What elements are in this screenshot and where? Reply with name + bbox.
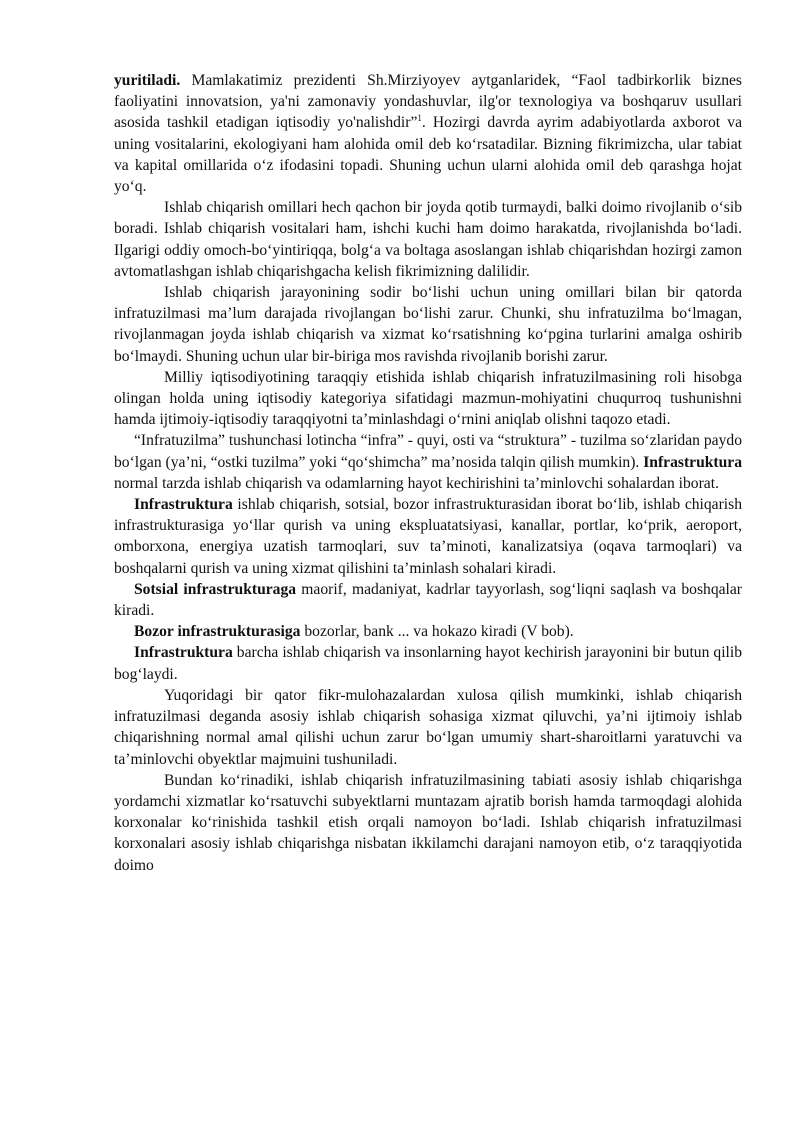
paragraph-3: [114, 282, 742, 367]
paragraph-5: [114, 430, 742, 494]
paragraph-text: “Infratuzilma” tushunchasi lotincha “infra” - quyi, osti va “struktura” - tuzilma so‘zlaridan paydo bo‘lgan (ya’ni, “ostki tuzilma” yoki “qo‘shimcha” ma’nosida talqin qilish mumkin).: [114, 432, 742, 471]
footnote-ref[interactable]: 1: [417, 113, 422, 124]
paragraph-text: Milliy iqtisodiyotining taraqqiy etishida ishlab chiqarish infratuzilmasining roli hisobga olingan holda uning iqtisodiy kategoriya sifatidagi mazmun-mohiyatini chuqurroq tushunishni hamda ijtimoiy-iqtisodiy taraqqiyotni ta’minlashdagi o‘rnini aniqlab olishni taqozo etadi.: [114, 368, 742, 429]
paragraph-6: [114, 494, 742, 579]
paragraph-2: [114, 197, 742, 282]
paragraph-9: [114, 642, 742, 684]
lead-bold: Infrastruktura: [134, 644, 233, 662]
lead-bold: Bozor infrastrukturasiga: [134, 623, 301, 641]
paragraph-text: bozorlar, bank ... va hokazo kiradi (V bob).: [300, 623, 574, 641]
lead-bold: Infrastruktura: [134, 496, 233, 514]
lead-bold: Sotsial infrastrukturaga: [134, 580, 297, 598]
paragraph-4: [114, 367, 742, 431]
paragraph-1: [114, 70, 742, 197]
paragraph-text: Mamlakatimiz prezidenti Sh.Mirziyoyev aytganlaridek, “Faol tadbirkorlik biznes faoliyatini innovatsion, ya'ni zamonaviy yondashuvlar, ilg'or texnologiya va boshqaruv usullari asosida tashkil etadigan iqtisodiy yo'nalishdir”: [114, 72, 742, 132]
paragraph-text: Bundan ko‘rinadiki, ishlab chiqarish infratuzilmasining tabiati asosiy ishlab chiqarishga yordamchi xizmatlar ko‘rsatuvchi subyektlarni muntazam ajratib borish hamda tarmoqdagi alohida korxonalar ko‘rinishida tashkil etish orqali namoyon bo‘ladi. Ishlab chiqarish infratuzilmasi korxonalari asosiy ishlab chiqarishga nisbatan ikkilamchi darajani namoyon etib, o‘z taraqqiyotida doimo: [114, 771, 742, 874]
paragraph-text: Ishlab chiqarish jarayonining sodir bo‘lishi uchun uning omillari bilan bir qatorda infratuzilmasi ma’lum darajada rivojlangan bo‘lishi zarur. Chunki, shu infratuzilma bo‘lmagan, rivojlanmagan joyda ishlab chiqarish va xizmat ko‘rsatishning ko‘pgina turlarini amalga oshirib bo‘lmaydi. Shuning uchun ular bir-biriga mos ravishda rivojlanib borishi zarur.: [114, 284, 742, 365]
paragraph-8: [114, 621, 742, 642]
paragraph-text: barcha ishlab chiqarish va insonlarning hayot kechirish jarayonini bir butun qilib bog‘laydi.: [114, 644, 742, 683]
paragraph-text: Yuqoridagi bir qator fikr-mulohazalardan xulosa qilish mumkinki, ishlab chiqarish infratuzilmasi deganda asosiy ishlab chiqarish sohasiga xizmat qiluvchi, ya’ni ijtimoiy ishlab chiqarishning normal amal qilishi uchun zarur bo‘lgan umumiy shart-sharoitlarni yaratuvchi va ta’minlovchi obyektlar majmuini tushuniladi.: [114, 686, 742, 768]
term-bold: Infrastruktura: [643, 453, 742, 471]
paragraph-10: [114, 685, 742, 770]
paragraph-text-tail: normal tarzda ishlab chiqarish va odamlarning hayot kechirishini ta’minlovchi sohalardan iborat.: [114, 474, 719, 492]
paragraph-text: Ishlab chiqarish omillari hech qachon bir joyda qotib turmaydi, balki doimo rivojlanib o‘sib boradi. Ishlab chiqarish vositalari ham, ishchi kuchi ham doimo harakatda, rivojlanishda bo‘ladi. Ilgarigi oddiy omoch-bo‘yintiriqqa, bolg‘a va boltaga asoslangan ishlab chiqarishdan hozirgi zamon avtomatlashgan ishlab chiqarishgacha kelish fikrimizning dalilidir.: [114, 199, 742, 280]
paragraph-11: [114, 770, 742, 876]
paragraph-text: ishlab chiqarish, sotsial, bozor infrastrukturasidan iborat bo‘lib, ishlab chiqarish infrastrukturasiga yo‘llar qurish va uning ekspluatatsiyasi, kanallar, portlar, ko‘prik, aeroport, omborxona, energiya uzatish tarmoqlari, suv ta’minoti, kanalizatsiya (oqava tarmoqlari) va boshqalarni qurish va uning xizmat qilishini ta’minlash sohalari kiradi.: [114, 496, 742, 577]
paragraph-7: [114, 579, 742, 621]
paragraph-text-tail: . Hozirgi davrda ayrim adabiyotlarda axborot va uning vositalarini, ekologiyani ham alohida omil deb ko‘rsatadilar. Bizning fikrimizcha, ular tabiat va kapital omillarida o‘z ifodasini topadi. Shuning uchun ularni alohida omil deb qarashga hojat yo‘q.: [114, 114, 742, 196]
lead-bold: yuritiladi.: [114, 72, 181, 89]
document-page: [114, 70, 742, 876]
paragraph-text: maorif, madaniyat, kadrlar tayyorlash, sog‘liqni saqlash va boshqalar kiradi.: [114, 580, 742, 620]
